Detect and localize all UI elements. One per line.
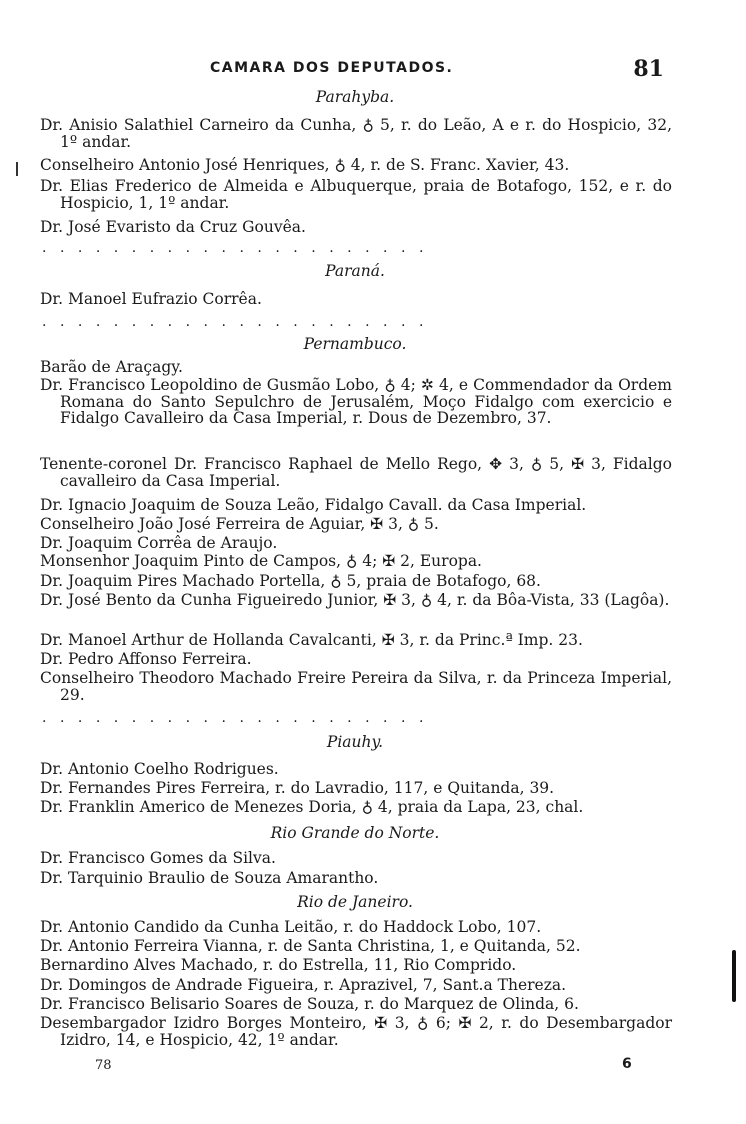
entry: Monsenhor Joaquim Pinto de Campos, ♁ 4; ✠ 2, Europa. (40, 552, 482, 570)
section-heading-parana: Paraná. (325, 262, 385, 280)
entry: Dr. Domingos de Andrade Figueira, r. Aprazivel, 7, Sant.a Thereza. (40, 976, 567, 994)
header-title: CAMARA DOS DEPUTADOS. (210, 60, 454, 76)
separator-dots: ...................... (42, 713, 437, 726)
section-heading-pernambuco: Pernambuco. (303, 335, 407, 353)
entry: Bernardino Alves Machado, r. do Estrella, 11, Rio Comprido. (40, 956, 517, 974)
entry: Dr. Elias Frederico de Almeida e Albuquerque, praia de Botafogo, 152, e r. do Hospicio, 1, 1º andar. (40, 177, 672, 212)
footer-sheet-number: 6 (622, 1056, 632, 1072)
entry: Conselheiro Theodoro Machado Freire Pereira da Silva, r. da Princeza Imperial, 29. (40, 669, 672, 704)
section-heading-rio-de-janeiro: Rio de Janeiro. (297, 893, 413, 911)
separator-dots: ...................... (42, 317, 437, 330)
page-number: 81 (633, 56, 664, 82)
entry: Dr. Joaquim Pires Machado Portella, ♁ 5, praia de Botafogo, 68. (40, 572, 541, 590)
section-heading-rio-grande-do-norte: Rio Grande do Norte. (270, 824, 440, 842)
entry: Dr. Pedro Affonso Ferreira. (40, 650, 252, 668)
entry: Dr. Manoel Arthur de Hollanda Cavalcanti, ✠ 3, r. da Princ.ª Imp. 23. (40, 631, 583, 649)
margin-tick-mark (16, 162, 18, 176)
entry: Dr. Antonio Ferreira Vianna, r. de Santa Christina, 1, e Quitanda, 52. (40, 937, 581, 955)
footer-signature: 78 (95, 1058, 112, 1073)
entry: Dr. Ignacio Joaquim de Souza Leão, Fidalgo Cavall. da Casa Imperial. (40, 496, 587, 514)
entry: Dr. Tarquinio Braulio de Souza Amarantho. (40, 869, 379, 887)
page-header (40, 58, 670, 84)
entry: Conselheiro Antonio José Henriques, ♁ 4, r. de S. Franc. Xavier, 43. (40, 156, 570, 174)
entry: Tenente-coronel Dr. Francisco Raphael de Mello Rego, ✥ 3, ♁ 5, ✠ 3, Fidalgo cavalleiro da Casa Imperial. (40, 455, 672, 490)
section-heading-piauhy: Piauhy. (326, 733, 384, 751)
entry: Dr. Manoel Eufrazio Corrêa. (40, 290, 262, 308)
entry: Dr. Antonio Coelho Rodrigues. (40, 760, 279, 778)
entry: Dr. Francisco Leopoldino de Gusmão Lobo, ♁ 4; ✲ 4, e Commendador da Ordem Romana do Santo Sepulchro de Jerusalém, Moço Fidalgo com exercicio e Fidalgo Cavalleiro da Casa Imperial, r. Dous de Dezembro, 37. (40, 376, 672, 427)
margin-bracket-mark (732, 950, 736, 1002)
entry: Dr. Antonio Candido da Cunha Leitão, r. do Haddock Lobo, 107. (40, 918, 542, 936)
entry: Dr. Fernandes Pires Ferreira, r. do Lavradio, 117, e Quitanda, 39. (40, 779, 555, 797)
entry: Dr. Francisco Gomes da Silva. (40, 849, 276, 867)
entry: Dr. José Bento da Cunha Figueiredo Junior, ✠ 3, ♁ 4, r. da Bôa-Vista, 33 (Lagôa). (40, 591, 670, 609)
entry: Barão de Araçagy. (40, 358, 183, 376)
entry: Desembargador Izidro Borges Monteiro, ✠ 3, ♁ 6; ✠ 2, r. do Desembargador Izidro, 14, e Hospicio, 42, 1º andar. (40, 1014, 672, 1049)
entry: Dr. Joaquim Corrêa de Araujo. (40, 534, 278, 552)
entry: Dr. José Evaristo da Cruz Gouvêa. (40, 218, 306, 236)
entry: Dr. Anisio Salathiel Carneiro da Cunha, ♁ 5, r. do Leão, A e r. do Hospicio, 32, 1º andar. (40, 116, 672, 151)
separator-dots: ...................... (42, 243, 437, 256)
entry: Dr. Franklin Americo de Menezes Doria, ♁ 4, praia da Lapa, 23, chal. (40, 798, 584, 816)
entry: Conselheiro João José Ferreira de Aguiar, ✠ 3, ♁ 5. (40, 515, 439, 533)
entry: Dr. Francisco Belisario Soares de Souza, r. do Marquez de Olinda, 6. (40, 995, 579, 1013)
section-heading-parahyba: Parahyba. (315, 88, 395, 106)
